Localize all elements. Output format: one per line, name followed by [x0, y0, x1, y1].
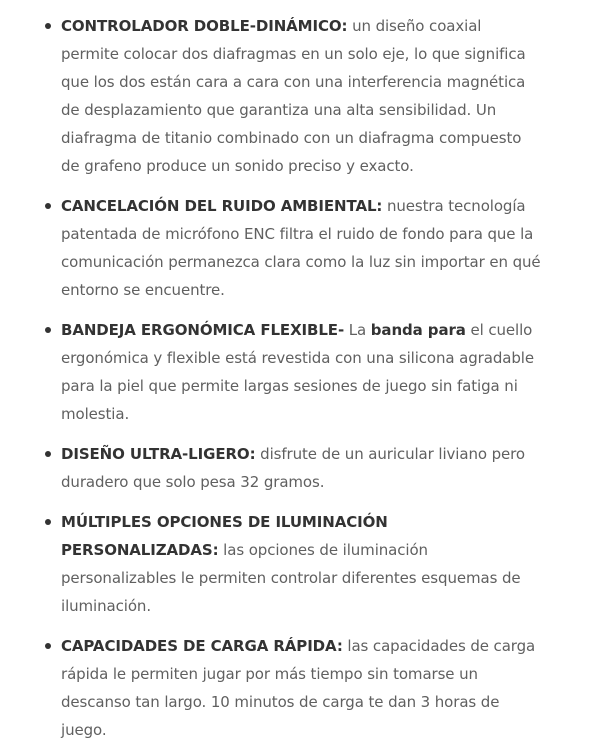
feature-item-ergonomic-band: [61, 316, 541, 428]
feature-strong-text: banda para: [370, 321, 466, 339]
feature-text: el cuello ergonómica y flexible está revestida con una silicona agradable para la piel que permite largas sesiones de juego sin fatiga ni molestia.: [61, 321, 534, 423]
feature-text: las capacidades de carga rápida le permiten jugar por más tiempo sin tomarse un descanso tan largo. 10 minutos de carga te dan 3 horas de juego.: [61, 637, 536, 739]
feature-text: La: [344, 321, 371, 339]
feature-text: un diseño coaxial permite colocar dos diafragmas en un solo eje, lo que significa que los dos están cara a cara con una interferencia magnética de desplazamiento que garantiza una alta sensibilidad. Un diafragma de titanio combinado con un diafragma compuesto de grafeno produce un sonido preciso y exacto.: [61, 17, 526, 175]
feature-heading: DISEÑO ULTRA-LIGERO:: [61, 445, 256, 463]
feature-heading: MÚLTIPLES OPCIONES DE ILUMINACIÓN PERSONALIZADAS:: [61, 513, 388, 559]
feature-text: disfrute de un auricular liviano pero duradero que solo pesa 32 gramos.: [61, 445, 525, 491]
feature-text: las opciones de iluminación personalizables le permiten controlar diferentes esquemas de iluminación.: [61, 541, 521, 615]
feature-item-lighting-options: [61, 508, 541, 620]
feature-item-fast-charge: [61, 632, 541, 744]
feature-item-noise-cancellation: [61, 192, 541, 304]
feature-item-ultralight: [61, 440, 541, 496]
feature-text: nuestra tecnología patentada de micrófono ENC filtra el ruido de fondo para que la comunicación permanezca clara como la luz sin importar en qué entorno se encuentre.: [61, 197, 541, 299]
feature-heading: CAPACIDADES DE CARGA RÁPIDA:: [61, 637, 343, 655]
feature-heading: CANCELACIÓN DEL RUIDO AMBIENTAL:: [61, 197, 383, 215]
feature-heading: CONTROLADOR DOBLE-DINÁMICO:: [61, 17, 348, 35]
feature-heading: BANDEJA ERGONÓMICA FLEXIBLE-: [61, 321, 345, 339]
feature-item-dual-driver: [61, 12, 541, 180]
